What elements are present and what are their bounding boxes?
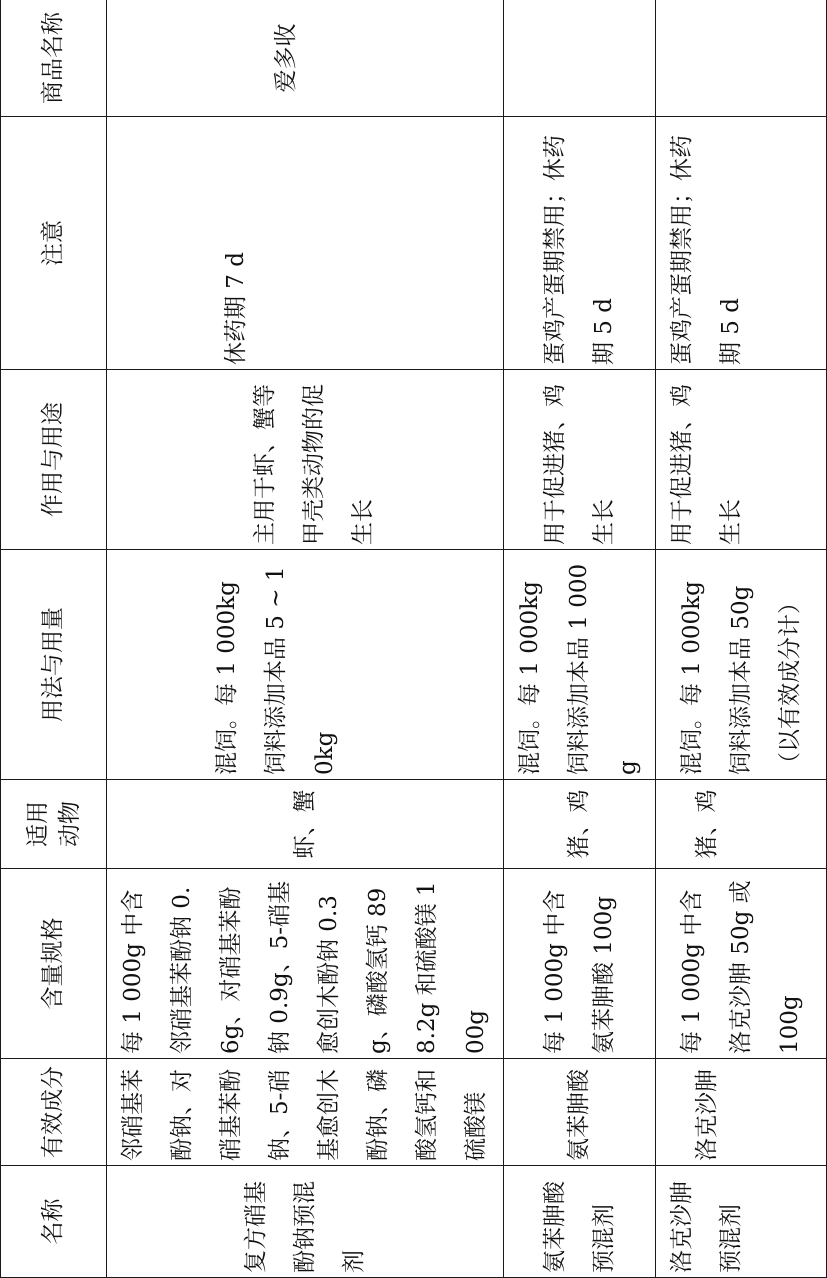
cell-purpose: 用于促进猪、鸡生长 xyxy=(504,370,656,550)
cell-purpose: 主用于虾、蟹等甲壳类动物的促生长 xyxy=(107,370,504,550)
cell-usage: 混饲。每 1 000kg 饲料添加本品 5 ~ 10kg xyxy=(107,550,504,780)
cell-active-ingredient: 洛克沙胂 xyxy=(656,1059,827,1166)
cell-animal: 猪、鸡 xyxy=(656,780,827,869)
header-animal: 适用动物 xyxy=(1,780,107,869)
cell-note: 休药期 7 d xyxy=(107,117,504,370)
cell-animal: 猪、鸡 xyxy=(504,780,656,869)
header-note: 注意 xyxy=(1,117,107,370)
table-row xyxy=(656,0,827,1278)
cell-active-ingredient: 邻硝基苯酚钠、对硝基苯酚钠、5-硝基愈创木酚钠、磷酸氢钙和硫酸镁 xyxy=(107,1059,504,1166)
header-purpose: 作用与用途 xyxy=(1,370,107,550)
header-active-ingredient: 有效成分 xyxy=(1,1059,107,1166)
cell-note: 蛋鸡产蛋期禁用；休药期 5 d xyxy=(504,117,656,370)
cell-trade-name xyxy=(504,0,656,117)
cell-usage: 混饲。每 1 000kg 饲料添加本品 50g（以有效成分计） xyxy=(656,550,827,780)
cell-animal: 虾、蟹 xyxy=(107,780,504,869)
header-row xyxy=(1,0,107,1278)
cell-note: 蛋鸡产蛋期禁用；休药期 5 d xyxy=(656,117,827,370)
header-trade-name: 商品名称 xyxy=(1,0,107,117)
cell-spec: 每 1 000g 中含洛克沙胂 50g 或 100g xyxy=(656,869,827,1059)
cell-trade-name: 爱多收 xyxy=(107,0,504,117)
cell-name: 复方硝基酚钠预混剂 xyxy=(107,1166,504,1278)
cell-spec: 每 1 000g 中含邻硝基苯酚钠 0.6g、对硝基苯酚钠 0.9g、5-硝基愈创木酚钠 0.3g、磷酸氢钙 898.2g 和硫酸镁 100g xyxy=(107,869,504,1059)
header-usage: 用法与用量 xyxy=(1,550,107,780)
header-spec: 含量规格 xyxy=(1,869,107,1059)
table-row xyxy=(504,0,656,1278)
cell-purpose: 用于促进猪、鸡生长 xyxy=(656,370,827,550)
header-name: 名称 xyxy=(1,1166,107,1278)
cell-trade-name xyxy=(656,0,827,117)
cell-name: 洛克沙胂预混剂 xyxy=(656,1166,827,1278)
cell-name: 氨苯胂酸预混剂 xyxy=(504,1166,656,1278)
cell-active-ingredient: 氨苯胂酸 xyxy=(504,1059,656,1166)
table-row xyxy=(107,0,504,1278)
cell-spec: 每 1 000g 中含氨苯胂酸 100g xyxy=(504,869,656,1059)
cell-usage: 混饲。每 1 000kg 饲料添加本品 1 000g xyxy=(504,550,656,780)
